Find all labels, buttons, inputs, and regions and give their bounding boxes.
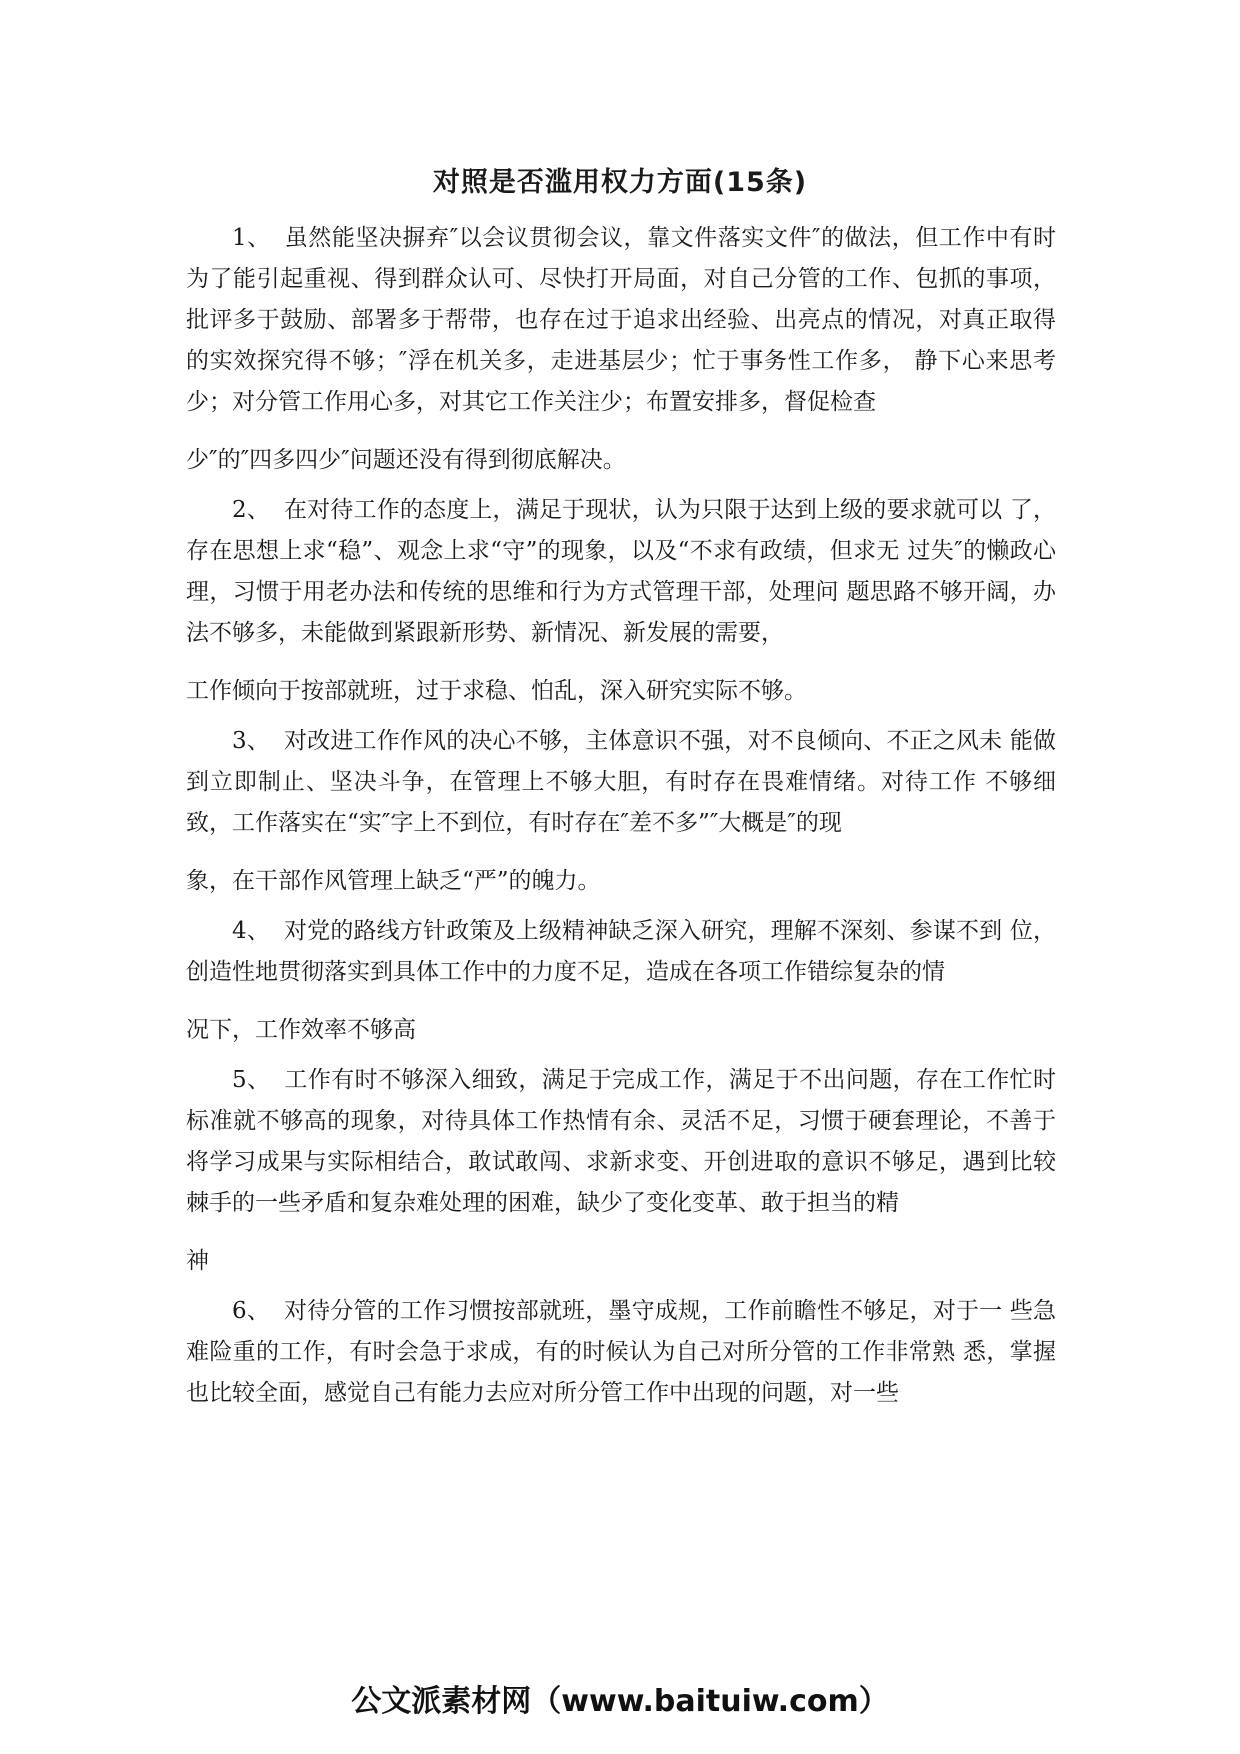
item-1 xyxy=(186,218,1056,423)
item-6 xyxy=(186,1291,1056,1414)
document-title: 对照是否滥用权力方面(15条) xyxy=(432,167,808,198)
item-number: 4、 xyxy=(232,918,270,944)
footer-watermark: 公文派素材网（www.baituiw.com） xyxy=(351,1684,889,1719)
item-number: 6、 xyxy=(232,1298,270,1324)
item-text: 对党的路线方针政策及上级精神缺乏深入研究，理解不深刻、参谋不到 位，创造性地贯彻落实到具体工作中的力度不足，造成在各项工作错综复杂的情 xyxy=(186,918,1056,985)
item-text: 工作有时不够深入细致，满足于完成工作，满足于不出问题，存在工作忙时标准就不够高的现象，对待具体工作热情有余、灵活不足，习惯于硬套理论，不善于将学习成果与实际相结合，敢试敢闯、求新求变、开创进取的意识不够足，遇到比较棘手的一些矛盾和复杂难处理的困难，缺少了变化变革、敢于担当的精 xyxy=(186,1067,1056,1216)
document-body xyxy=(186,218,1056,1414)
item-2 xyxy=(186,490,1056,654)
item-4-continuation: 况下，工作效率不够高 xyxy=(186,1017,416,1043)
item-number: 3、 xyxy=(232,728,270,754)
item-5-continuation: 神 xyxy=(186,1248,209,1274)
item-text: 对待分管的工作习惯按部就班，墨守成规，工作前瞻性不够足，对于一 些急难险重的工作，有时会急于求成，有的时候认为自己对所分管的工作非常熟 悉，掌握也比较全面，感觉自己有能力去应对所分管工作中出现的问题，对一些 xyxy=(186,1298,1056,1406)
item-number: 5、 xyxy=(232,1067,271,1093)
item-1-continuation: 少″的″四多四少″问题还没有得到彻底解决。 xyxy=(186,447,626,473)
item-3-continuation: 象，在干部作风管理上缺乏“严”的魄力。 xyxy=(186,868,601,894)
item-4 xyxy=(186,911,1056,993)
item-text: 虽然能坚决摒弃″以会议贯彻会议，靠文件落实文件″的做法，但工作中有时为了能引起重视、得到群众认可、尽快打开局面，对自己分管的工作、包抓的事项，批评多于鼓励、部署多于帮带，也存在过于追求出经验、出亮点的情况，对真正取得的实效探究得不够；″浮在机关多，走进基层少；忙于事务性工作多， 静下心来思考少；对分管工作用心多，对其它工作关注少；布置安排多，督促检查 xyxy=(186,225,1056,415)
item-5 xyxy=(186,1060,1056,1224)
item-3 xyxy=(186,721,1056,844)
item-number: 2、 xyxy=(232,497,270,523)
item-number: 1、 xyxy=(232,225,271,251)
item-text: 对改进工作作风的决心不够，主体意识不强，对不良倾向、不正之风未 能做到立即制止、坚决斗争，在管理上不够大胆，有时存在畏难情绪。对待工作 不够细致，工作落实在“实″字上不到位，有时存在″差不多”″大概是″的现 xyxy=(186,728,1056,836)
item-text: 在对待工作的态度上，满足于现状，认为只限于达到上级的要求就可以 了，存在思想上求“稳”、观念上求“守”的现象，以及“不求有政绩，但求无 过失″的懒政心理，习惯于用老办法和传统的思维和行为方式管理干部，处理问 题思路不够开阔，办法不够多，未能做到紧跟新形势、新情况、新发展的需要， xyxy=(186,497,1056,646)
item-2-continuation: 工作倾向于按部就班，过于求稳、怕乱，深入研究实际不够。 xyxy=(186,678,807,704)
